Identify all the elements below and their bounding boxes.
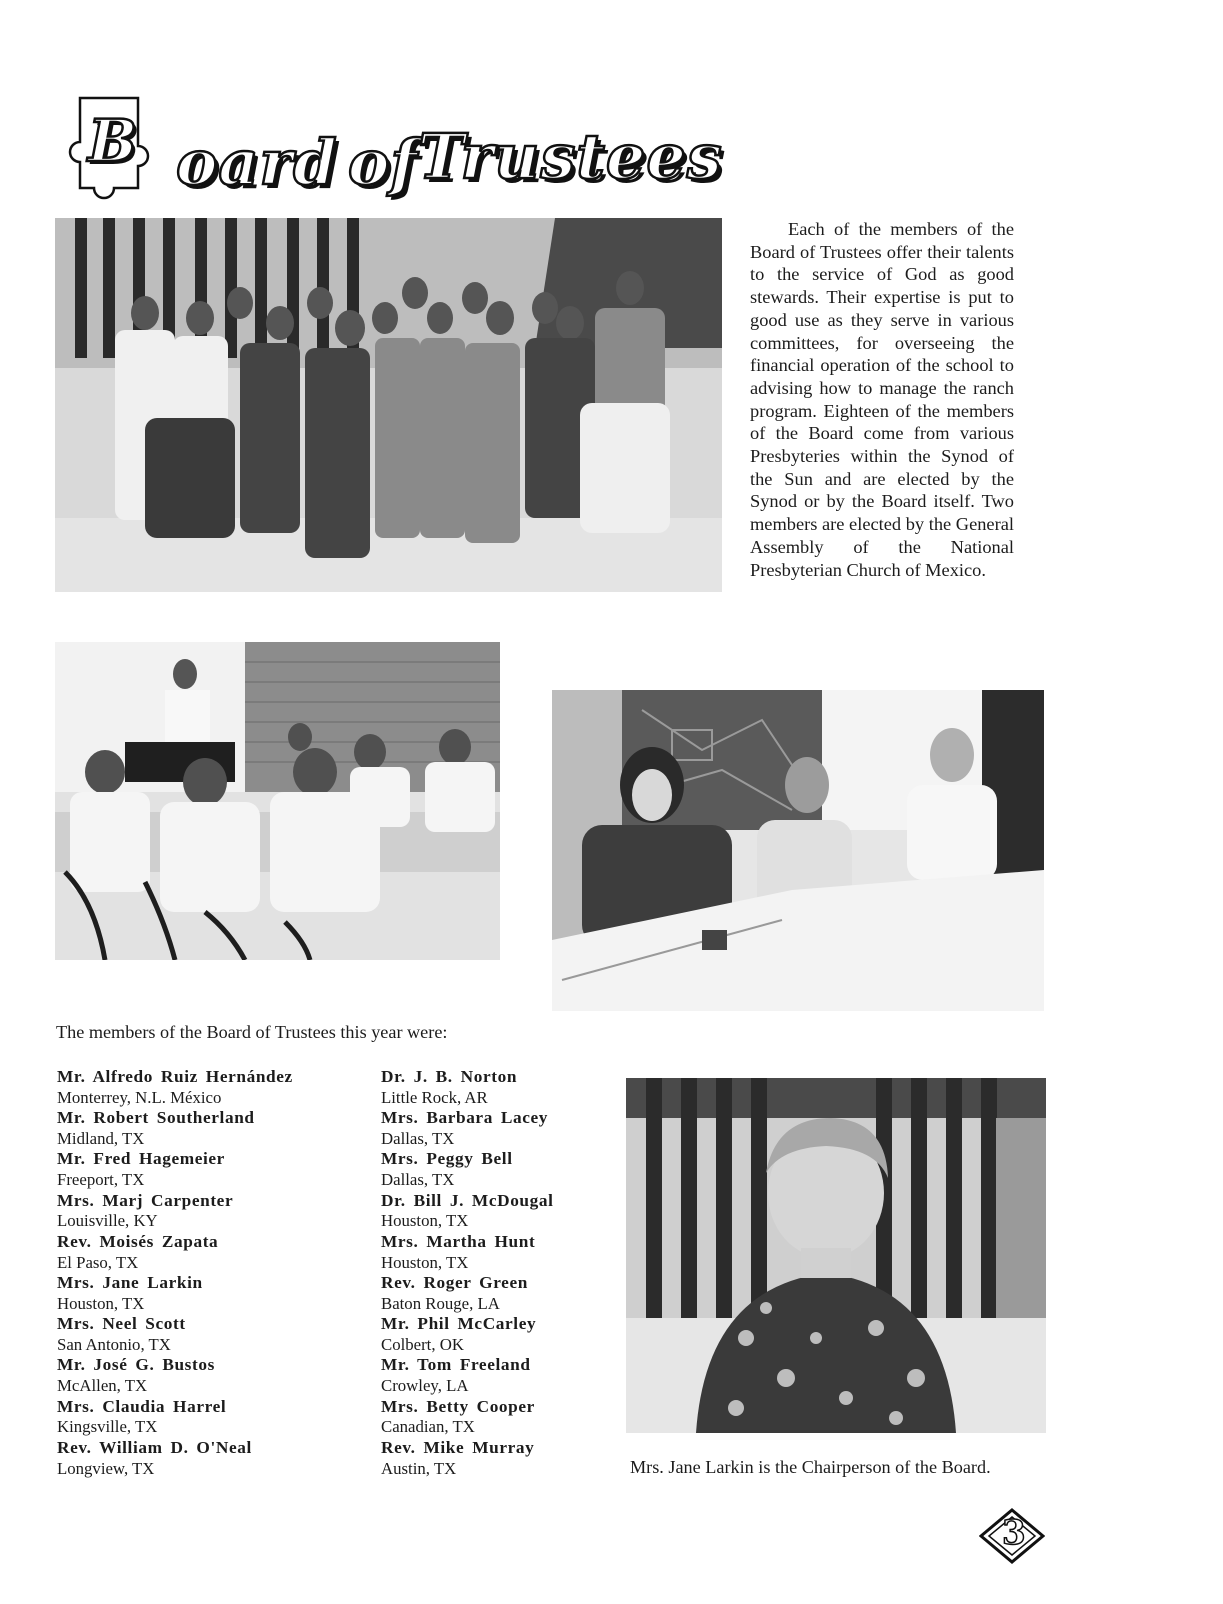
member-location: Midland, TX [57, 1129, 145, 1148]
chairperson-portrait [626, 1078, 1046, 1433]
member-location: Dallas, TX [381, 1129, 455, 1148]
member-entry [381, 1355, 554, 1396]
member-location: Little Rock, AR [381, 1087, 488, 1107]
member-name: Mr. Fred Hagemeier [57, 1149, 225, 1169]
member-entry [57, 1149, 293, 1190]
member-location: Longview, TX [57, 1458, 155, 1478]
member-location: Monterrey, N.L. México [57, 1087, 222, 1107]
member-location: Houston, TX [381, 1211, 469, 1231]
member-entry [381, 1314, 554, 1355]
title-initial: B [88, 107, 138, 175]
member-name: Mr. Phil McCarley [381, 1314, 537, 1334]
member-name: Mr. José G. Bustos [57, 1355, 215, 1375]
member-entry [57, 1191, 293, 1232]
members-list-right [381, 1067, 554, 1479]
member-location: San Antonio, TX [57, 1335, 171, 1355]
member-name: Mrs. Martha Hunt [381, 1231, 536, 1251]
member-name: Mrs. Neel Scott [57, 1314, 186, 1334]
member-name: Mrs. Marj Carpenter [57, 1190, 234, 1210]
member-location: Freeport, TX [57, 1170, 145, 1190]
members-list-left [57, 1067, 293, 1479]
member-entry [381, 1149, 554, 1190]
member-entry [381, 1108, 554, 1149]
member-entry [381, 1067, 554, 1108]
member-entry [57, 1438, 293, 1479]
table-meeting-photo [552, 690, 1044, 1011]
member-location: Colbert, OK [381, 1335, 464, 1355]
member-entry [57, 1273, 293, 1314]
group-photo [55, 218, 722, 592]
member-entry [57, 1355, 293, 1396]
member-name: Mr. Tom Freeland [381, 1355, 531, 1375]
members-heading: The members of the Board of Trustees this year were: [56, 1022, 448, 1042]
member-entry [57, 1067, 293, 1108]
title-word-of: of [348, 126, 419, 199]
member-name: Mrs. Claudia Harrel [57, 1396, 227, 1416]
member-name: Mrs. Peggy Bell [381, 1149, 513, 1169]
member-location: McAllen, TX [57, 1376, 148, 1396]
title-word-oard: oard [176, 126, 338, 199]
member-name: Mrs. Barbara Lacey [381, 1108, 549, 1128]
title-word-trustees: Trustees [418, 120, 723, 193]
member-location: Louisville, KY [57, 1211, 158, 1231]
member-name: Mr. Alfredo Ruiz Hernández [57, 1067, 293, 1086]
member-entry [57, 1108, 293, 1149]
member-entry [381, 1397, 554, 1438]
member-entry [57, 1397, 293, 1438]
member-name: Mrs. Jane Larkin [57, 1273, 203, 1293]
member-entry [381, 1438, 554, 1479]
member-location: Houston, TX [57, 1293, 145, 1313]
member-location: Dallas, TX [381, 1170, 455, 1190]
member-location: Baton Rouge, LA [381, 1293, 500, 1313]
member-entry [381, 1273, 554, 1314]
member-location: Kingsville, TX [57, 1417, 158, 1437]
member-name: Dr. Bill J. McDougal [381, 1190, 554, 1210]
meeting-photo [55, 642, 500, 960]
member-name: Rev. Roger Green [381, 1273, 528, 1293]
member-name: Mr. Robert Southerland [57, 1108, 255, 1128]
page-title [58, 96, 723, 221]
member-entry [57, 1232, 293, 1273]
portrait-caption: Mrs. Jane Larkin is the Chairperson of the Board. [630, 1457, 991, 1477]
member-location: Crowley, LA [381, 1376, 469, 1396]
member-entry [381, 1191, 554, 1232]
member-name: Rev. William D. O'Neal [57, 1437, 252, 1457]
member-location: El Paso, TX [57, 1252, 139, 1272]
member-entry [57, 1314, 293, 1355]
page-number [979, 1508, 1045, 1564]
member-location: Houston, TX [381, 1252, 469, 1272]
member-entry [381, 1232, 554, 1273]
member-location: Austin, TX [381, 1458, 457, 1478]
member-name: Rev. Mike Murray [381, 1437, 535, 1457]
member-name: Dr. J. B. Norton [381, 1067, 518, 1086]
member-location: Canadian, TX [381, 1417, 475, 1437]
page-number-label: 3 [1002, 1513, 1026, 1553]
member-name: Mrs. Betty Cooper [381, 1396, 535, 1416]
member-name: Rev. Moisés Zapata [57, 1231, 219, 1251]
intro-paragraph: Each of the members of the Board of Trustees offer their talents to the service of God as good stewards. Their expertise is put to good use as they serve in various committees, for overseeing the financial operation of the school to advising how to manage the ranch program. Eighteen of the members of the Board come from various Presbyteries within the Synod of the Sun and are elected by the Synod or by the Board itself. Two members are elected by the General Assembly of the National Presbyterian Church of Mexico. [750, 219, 1014, 580]
